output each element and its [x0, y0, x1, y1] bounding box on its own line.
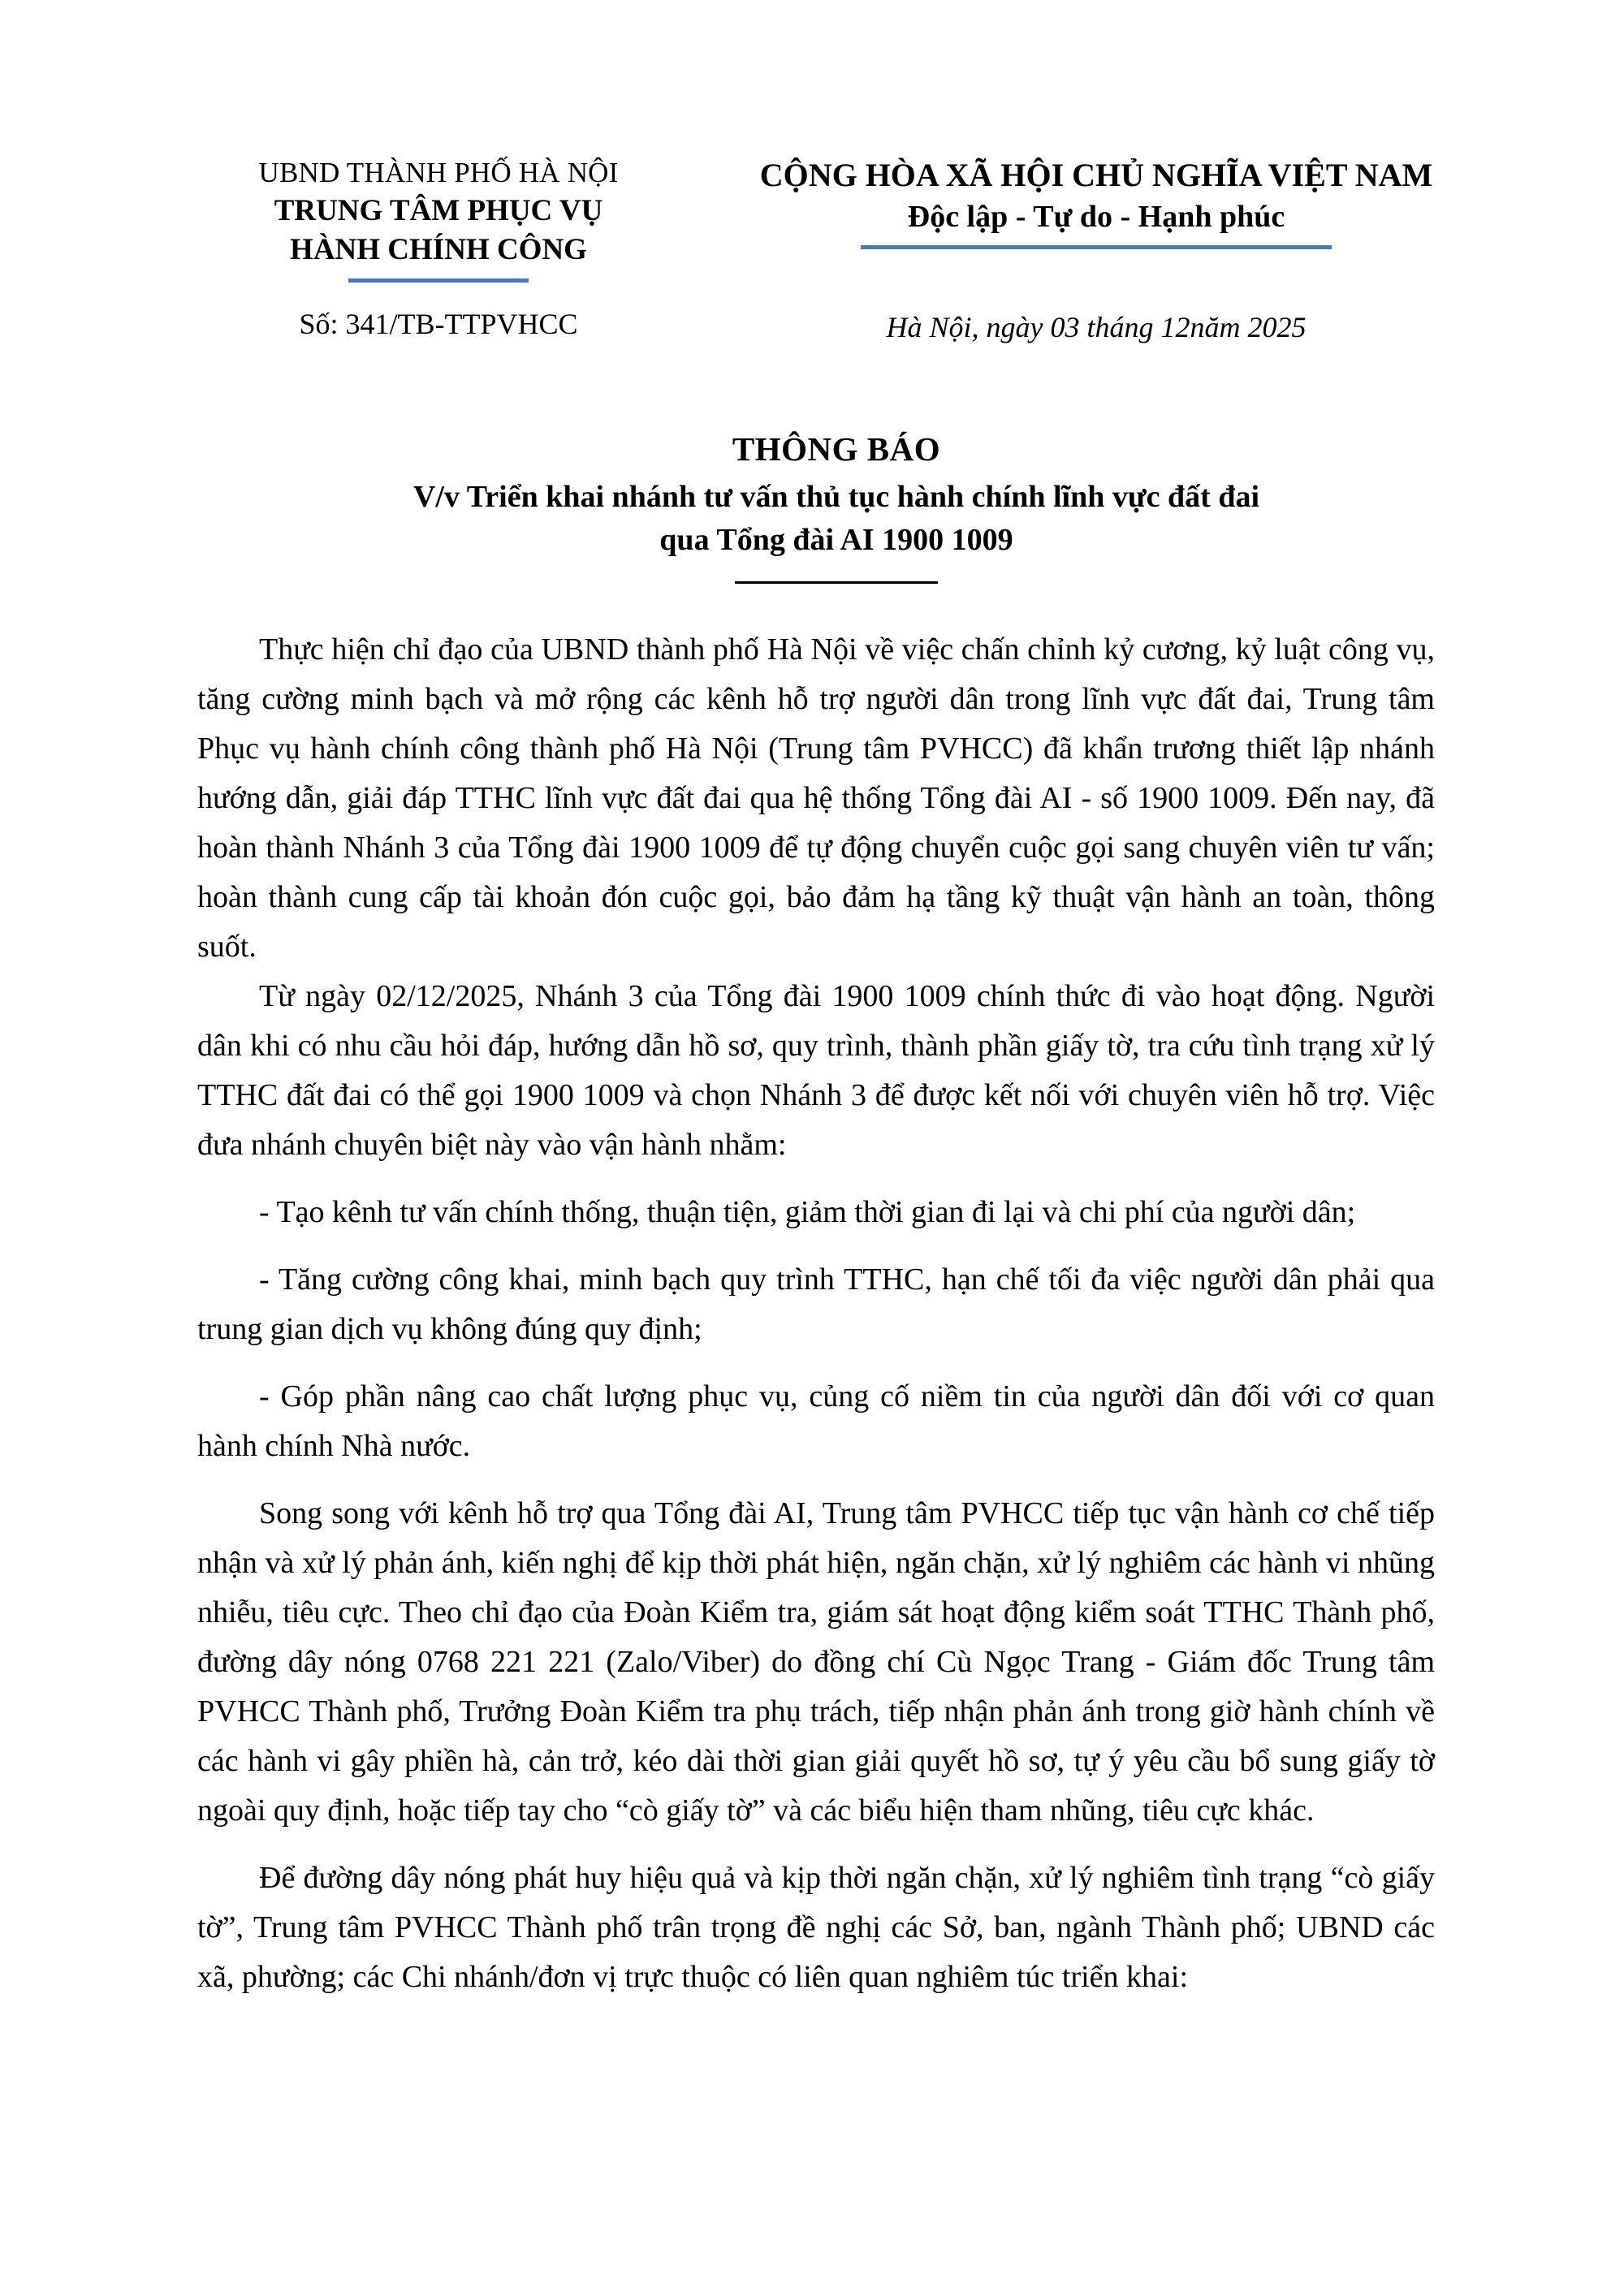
- body-paragraph-2: Từ ngày 02/12/2025, Nhánh 3 của Tổng đài 1900 1009 chính thức đi vào hoạt động. Người dân khi có nhu cầu hỏi đáp, hướng dẫn hồ sơ, quy trình, thành phần giấy tờ, tra cứu tình trạng xử lý TTHC đất đai có thể gọi 1900 1009 và chọn Nhánh 3 để được kết nối với chuyên viên hỗ trợ. Việc đưa nhánh chuyên biệt này vào vận hành nhằm:: [197, 978, 1435, 1162]
- body-paragraph-1: Thực hiện chỉ đạo của UBND thành phố Hà Nội về việc chấn chỉnh kỷ cương, kỷ luật công vụ, tăng cường minh bạch và mở rộng các kênh hỗ trợ người dân trong lĩnh vực đất đai, Trung tâm Phục vụ hành chính công thành phố Hà Nội (Trung tâm PVHCC) đã khẩn trương thiết lập nhánh hướng dẫn, giải đáp TTHC lĩnh vực đất đai qua hệ thống Tổng đài AI - số 1900 1009. Đến nay, đã hoàn thành Nhánh 3 của Tổng đài 1900 1009 để tự động chuyển cuộc gọi sang chuyên viên tư vấn; hoàn thành cung cấp tài khoản đón cuộc gọi, bảo đảm hạ tầng kỹ thuật vận hành an toàn, thông suốt.: [197, 632, 1435, 964]
- body-bullet-1: - Tạo kênh tư vấn chính thống, thuận tiện, giảm thời gian đi lại và chi phí của người dân;: [259, 1194, 1356, 1229]
- motto-underline-rule: [861, 245, 1332, 249]
- org-underline-rule: [348, 278, 529, 283]
- document-header: [195, 154, 1478, 283]
- document-title-block: [195, 429, 1478, 584]
- body-paragraph-4: Để đường dây nóng phát huy hiệu quả và kịp thời ngăn chặn, xử lý nghiêm tình trạng “cò giấy tờ”, Trung tâm PVHCC Thành phố trân trọng đề nghị các Sở, ban, ngành Thành phố; UBND các xã, phường; các Chi nhánh/đơn vị trực thuộc có liên quan nghiêm túc triển khai:: [197, 1860, 1435, 1994]
- body-paragraph-3: Song song với kênh hỗ trợ qua Tổng đài AI, Trung tâm PVHCC tiếp tục vận hành cơ chế tiếp nhận và xử lý phản ánh, kiến nghị để kịp thời phát hiện, ngăn chặn, xử lý nghiêm các hành vi nhũng nhiễu, tiêu cực. Theo chỉ đạo của Đoàn Kiểm tra, giám sát hoạt động kiểm soát TTHC Thành phố, đường dây nóng 0768 221 221 (Zalo/Viber) do đồng chí Cù Ngọc Trang - Giám đốc Trung tâm PVHCC Thành phố, Trưởng Đoàn Kiểm tra phụ trách, tiếp nhận phản ánh trong giờ hành chính về các hành vi gây phiền hà, cản trở, kéo dài thời gian giải quyết hồ sơ, tự ý yêu cầu bổ sung giấy tờ ngoài quy định, hoặc tiếp tay cho “cò giấy tờ” và các biểu hiện tham nhũng, tiêu cực khác.: [197, 1495, 1435, 1828]
- org-name-line-2: HÀNH CHÍNH CÔNG: [290, 232, 587, 266]
- title-underline-rule: [735, 581, 938, 584]
- document-subject-line-1: V/v Triển khai nhánh tư vấn thủ tục hành chính lĩnh vực đất đai: [412, 480, 1260, 515]
- org-parent-name: UBND THÀNH PHỐ HÀ NỘI: [258, 157, 619, 188]
- document-number: Số: 341/TB-TTPVHCC: [299, 308, 578, 340]
- org-name-line-1: TRUNG TÂM PHỤC VỤ: [274, 193, 603, 227]
- body-bullet-3: - Góp phần nâng cao chất lượng phục vụ, củng cố niềm tin của người dân đối với cơ quan hành chính Nhà nước.: [197, 1379, 1435, 1463]
- country-name: CỘNG HÒA XÃ HỘI CHỦ NGHĨA VIỆT NAM: [759, 157, 1433, 193]
- place-and-date-line: Hà Nội, ngày 03 tháng 12năm 2025: [886, 311, 1307, 343]
- body-bullet-2: - Tăng cường công khai, minh bạch quy trình TTHC, hạn chế tối đa việc người dân phải qua trung gian dịch vụ không đúng quy định;: [197, 1262, 1435, 1346]
- national-motto: Độc lập - Tự do - Hạnh phúc: [907, 200, 1285, 234]
- document-body: [197, 625, 1435, 2002]
- national-heading-block: [715, 154, 1478, 249]
- document-type-title: THÔNG BÁO: [732, 430, 941, 468]
- issuing-organization-block: [195, 154, 682, 283]
- document-subject-line-2: qua Tổng đài AI 1900 1009: [659, 522, 1013, 557]
